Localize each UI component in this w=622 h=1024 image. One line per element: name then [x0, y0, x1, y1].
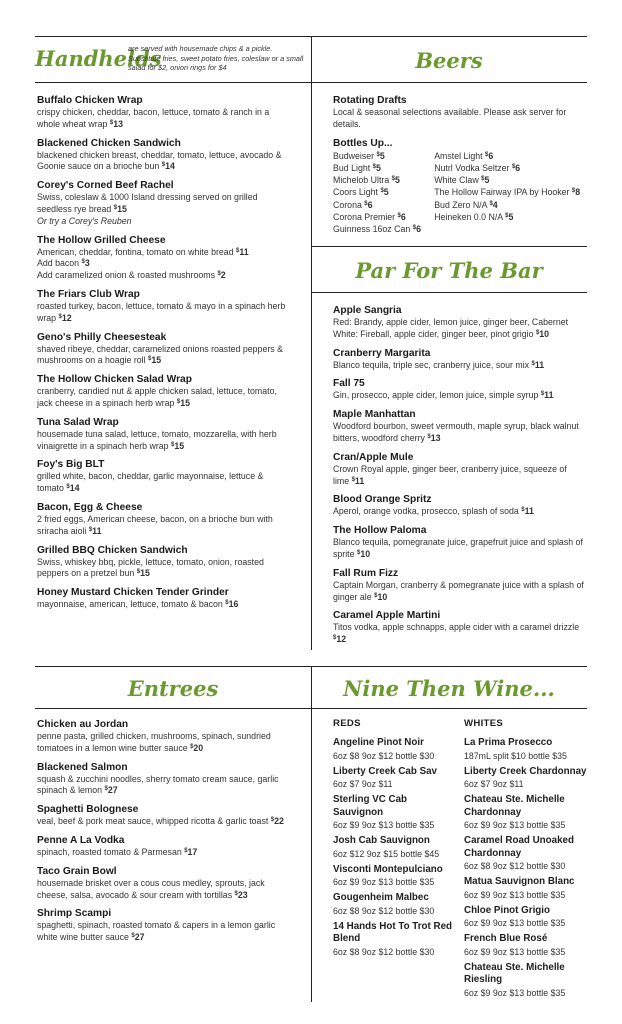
red-wine-price: 6oz $8 9oz $12 bottle $30 [333, 750, 435, 761]
bottle-item: Budweiser $5 [333, 150, 385, 161]
handhelds-intro: are served with housemade chips & a pickle. Substitute fries, sweet potato fries, coleslaw or a small salad for $2, onion rings for $4 [128, 44, 304, 73]
cocktail-item-name: Maple Manhattan [333, 409, 416, 421]
item-price: $11 [351, 475, 365, 486]
cocktail-item-desc: Blanco tequila, triple sec, cranberry juice, sour mix $11 [333, 359, 545, 370]
handheld-item-note: Or try a Corey's Reuben [37, 215, 132, 226]
handheld-item-name: Foy's Big BLT [37, 459, 105, 471]
red-wine-item [333, 835, 458, 860]
cocktail-item-name: The Hollow Paloma [333, 525, 427, 537]
item-price: $11 [540, 390, 554, 401]
cocktail-item-desc: Red: Brandy, apple cider, lemon juice, ginger beer, Cabernet White: Fireball, apple cider, ginger beer, pinot grigio $10 [333, 317, 569, 339]
handheld-item [37, 544, 289, 581]
handheld-item-desc: American, cheddar, fontina, tomato on white bread $11 [37, 246, 249, 257]
bottle-price: $5 [481, 175, 490, 186]
handheld-item [37, 94, 289, 131]
cocktail-item [333, 609, 585, 646]
red-wine-name: Sterling VC Cab Sauvignon [333, 794, 408, 818]
red-wine-price: 6oz $7 9oz $11 [333, 779, 393, 789]
handheld-item-desc: grilled white, bacon, cheddar, garlic mayonnaise, lettuce & tomato $14 [37, 471, 264, 494]
white-wine-item [464, 835, 592, 872]
item-price: $12 [333, 634, 347, 645]
bottle-price: $4 [489, 199, 498, 210]
handhelds-list [37, 94, 289, 617]
whites-list [464, 718, 592, 1003]
bottle-item: Michelob Ultra $5 [333, 175, 400, 186]
entree-item [37, 718, 289, 755]
bar-list [333, 304, 585, 652]
bottles-left-col [333, 150, 434, 236]
white-wine-name: Liberty Creek Chardonnay [464, 765, 587, 777]
red-wine-name: 14 Hands Hot To Trot Red Blend [333, 920, 453, 944]
red-wine-price: 6oz $12 9oz $15 bottle $45 [333, 848, 440, 859]
cocktail-item-name: Fall Rum Fizz [333, 567, 399, 579]
rule-handhelds-bottom [35, 82, 311, 83]
entree-item-desc: spinach, roasted tomato & Parmesan $17 [37, 846, 198, 857]
cocktail-item-desc: Crown Royal apple, ginger beer, cranberry juice, squeeze of lime $11 [333, 463, 567, 486]
cocktail-item-name: Apple Sangria [333, 305, 402, 316]
red-wine-name: Liberty Creek Cab Sav [333, 765, 438, 777]
item-price: $17 [184, 846, 198, 857]
reds-list [333, 718, 458, 962]
red-wine-item [333, 737, 458, 762]
handheld-item-name: Buffalo Chicken Wrap [37, 95, 143, 106]
entree-item-name: Penne A La Vodka [37, 834, 125, 846]
wine-title: Nine Then Wine... [343, 676, 555, 701]
beers-title: Beers [415, 48, 483, 73]
item-price: $12 [58, 312, 72, 323]
bottle-price: $6 [364, 199, 373, 210]
bottle-price: $5 [391, 175, 400, 186]
drafts-desc: Local & seasonal selections available. Please ask server for details. [333, 107, 567, 129]
handheld-item [37, 586, 289, 611]
bottle-price: $5 [380, 187, 389, 198]
item-price: $15 [176, 397, 190, 408]
rule-bottom-top [35, 666, 587, 667]
item-price: $10 [356, 548, 371, 559]
white-wine-price: 187mL split $10 bottle $35 [464, 750, 567, 761]
white-wine-item [464, 962, 592, 999]
entree-item [37, 803, 289, 828]
cocktail-item [333, 347, 585, 372]
handheld-item-desc: cranberry, candied nut & apple chicken salad, lettuce, tomato, jack cheese in a spinach herb wrap $15 [37, 386, 277, 408]
item-price: $20 [190, 742, 204, 753]
red-wine-name: Josh Cab Sauvignon [333, 835, 430, 846]
bottles-right-col [434, 150, 583, 236]
bottle-item: Amstel Light $6 [434, 150, 494, 161]
item-price: $14 [161, 161, 175, 172]
column-divider-bottom [311, 666, 312, 1002]
rule-bottom-bottom [35, 708, 587, 709]
item-price: $3 [81, 258, 90, 269]
white-wine-price: 6oz $8 9oz $12 bottle $30 [464, 861, 566, 871]
bottle-item: Corona $6 [333, 199, 373, 210]
item-price: $11 [88, 525, 102, 536]
entrees-list [37, 718, 289, 950]
item-price: $13 [109, 118, 123, 129]
white-wine-item [464, 794, 592, 831]
white-wine-price: 6oz $9 9oz $13 bottle $35 [464, 889, 566, 900]
cocktail-item-name: Blood Orange Spritz [333, 494, 432, 506]
red-wine-item [333, 921, 458, 958]
item-price: $22 [270, 816, 284, 827]
handheld-item [37, 288, 289, 325]
entree-item-desc: spaghetti, spinach, roasted tomato & capers in a lemon garlic white wine butter sauce $27 [37, 920, 276, 943]
white-wine-price: 6oz $9 9oz $13 bottle $35 [464, 987, 566, 998]
entree-item-name: Blackened Salmon [37, 761, 128, 773]
red-wine-price: 6oz $9 9oz $13 bottle $35 [333, 877, 435, 887]
handheld-item-name: Corey's Corned Beef Rachel [37, 180, 174, 192]
handheld-item [37, 416, 289, 453]
bottles [333, 137, 583, 236]
item-price: $14 [66, 483, 80, 494]
white-wine-price: 6oz $9 9oz $13 bottle $35 [464, 946, 566, 957]
entrees-title: Entrees [127, 676, 219, 701]
handheld-item-desc: blackened chicken breast, cheddar, tomato, lettuce, avocado & Goonie sauce on a brioche bun $14 [37, 149, 282, 172]
cocktail-item-desc: Gin, prosecco, apple cider, lemon juice, simple syrup $11 [333, 390, 554, 401]
entree-item [37, 907, 289, 944]
entree-item-desc: squash & zucchini noodles, sherry tomato cream sauce, garlic spinach & lemon $27 [37, 773, 279, 796]
handheld-item-addon: Add bacon $3 [37, 258, 90, 269]
red-wine-price: 6oz $8 9oz $12 bottle $30 [333, 946, 435, 957]
entree-item [37, 834, 289, 859]
cocktail-item-name: Cran/Apple Mule [333, 451, 414, 463]
red-wine-price: 6oz $8 9oz $12 bottle $30 [333, 905, 435, 916]
cocktail-item-desc: Titos vodka, apple schnapps, apple cider with a caramel drizzle $12 [333, 622, 580, 645]
item-price: $15 [171, 440, 185, 451]
white-wine-item [464, 737, 592, 762]
item-price: $11 [521, 506, 534, 517]
cocktail-item [333, 451, 585, 488]
white-wine-item [464, 766, 592, 791]
cocktail-item [333, 567, 585, 604]
white-wine-name: Matua Sauvignon Blanc [464, 876, 575, 887]
white-wine-name: La Prima Prosecco [464, 737, 553, 748]
white-wine-price: 6oz $9 9oz $13 bottle $35 [464, 918, 566, 928]
item-price: $27 [104, 785, 118, 796]
handheld-item-name: Geno's Philly Cheesesteak [37, 331, 167, 343]
item-price: $15 [136, 568, 150, 579]
rule-beers-top [311, 36, 587, 37]
cocktail-item-name: Cranberry Margarita [333, 347, 431, 359]
white-wine-item [464, 933, 592, 958]
item-price: $15 [148, 355, 162, 366]
bottle-price: $5 [505, 212, 514, 223]
handheld-item [37, 373, 289, 410]
handheld-item-desc: Swiss, coleslaw & 1000 Island dressing served on grilled seedless rye bread $15 [37, 192, 258, 214]
rule-bar-bottom [311, 292, 587, 293]
handheld-item-name: Honey Mustard Chicken Tender Grinder [37, 587, 229, 599]
handheld-item-name: Tuna Salad Wrap [37, 416, 119, 428]
item-price: $13 [427, 432, 441, 443]
bottle-item: Coors Light $5 [333, 187, 389, 198]
bottle-price: $8 [571, 187, 581, 198]
cocktail-item [333, 304, 585, 341]
entree-item-desc: housemade brisket over a cous cous medley, sprouts, jack cheese, salsa, avocado & sour cream with tortillas $23 [37, 877, 265, 900]
bottle-item: Bud Zero N/A $4 [434, 199, 498, 210]
cocktail-item-desc: Blanco tequila, pomegranate juice, grapefruit juice and splash of sprite $10 [333, 537, 583, 559]
cocktail-item [333, 524, 585, 561]
handheld-item-name: Grilled BBQ Chicken Sandwich [37, 544, 188, 556]
cocktail-item-desc: Woodford bourbon, sweet vermouth, maple syrup, black walnut bitters, woodford cherry $13 [333, 421, 579, 443]
bottle-item: Heineken 0.0 N/A $5 [434, 212, 514, 223]
white-wine-price: 6oz $7 9oz $11 [464, 779, 524, 789]
handheld-item-name: The Hollow Chicken Salad Wrap [37, 374, 192, 386]
bottles-name: Bottles Up... [333, 137, 393, 149]
bottle-price: $6 [412, 224, 421, 235]
item-price: $16 [225, 599, 239, 610]
item-price: $10 [374, 591, 388, 602]
cocktail-item [333, 377, 585, 402]
bottle-price: $6 [397, 212, 406, 223]
red-wine-price: 6oz $9 9oz $13 bottle $35 [333, 820, 435, 830]
entree-item [37, 761, 289, 798]
handheld-item-name: The Hollow Grilled Cheese [37, 234, 166, 246]
cocktail-item-name: Caramel Apple Martini [333, 610, 441, 622]
handheld-item-desc: crispy chicken, cheddar, bacon, lettuce, tomato & ranch in a whole wheat wrap $13 [37, 107, 270, 129]
red-wine-item [333, 766, 458, 791]
entree-item-desc: penne pasta, grilled chicken, mushrooms, spinach, sundried tomatoes in a lemon wine butter sauce $20 [37, 731, 271, 753]
handheld-item [37, 458, 289, 495]
handheld-item [37, 179, 289, 227]
white-wine-price: 6oz $9 9oz $13 bottle $35 [464, 820, 566, 830]
whites-heading: WHITES [464, 718, 504, 729]
bar-title: Par For The Bar [355, 258, 543, 283]
white-wine-name: French Blue Rosé [464, 933, 548, 944]
white-wine-item [464, 876, 592, 901]
handheld-item-desc: roasted turkey, bacon, lettuce, tomato & mayo in a spinach herb wrap $12 [37, 300, 286, 323]
red-wine-item [333, 794, 458, 831]
red-wine-name: Gougenheim Malbec [333, 892, 429, 903]
item-price: $2 [217, 270, 226, 281]
item-price: $23 [234, 889, 248, 900]
drafts-name: Rotating Drafts [333, 95, 407, 106]
handheld-item-desc: Swiss, whiskey bbq, pickle, lettuce, tomato, onion, roasted peppers on a pretzel bun $15 [37, 556, 264, 579]
handheld-item-name: Bacon, Egg & Cheese [37, 501, 143, 513]
handheld-item-desc: 2 fried eggs, American cheese, bacon, on a brioche bun with sriracha aioli $11 [37, 513, 273, 536]
cocktail-item [333, 493, 585, 518]
bottle-price: $5 [372, 162, 381, 173]
handhelds-title: Handhelds [35, 46, 162, 71]
red-wine-item [333, 864, 458, 889]
bottle-item: Nutrl Vodka Seltzer $6 [434, 162, 521, 173]
entree-item-name: Taco Grain Bowl [37, 865, 117, 877]
cocktail-item-desc: Aperol, orange vodka, prosecco, splash of soda $11 [333, 506, 534, 517]
handheld-item-name: The Friars Club Wrap [37, 288, 140, 300]
item-price: $10 [535, 328, 550, 339]
bottle-item: White Claw $5 [434, 175, 490, 186]
red-wine-item [333, 892, 458, 917]
entree-item-name: Chicken au Jordan [37, 719, 129, 730]
white-wine-name: Caramel Road Unoaked Chardonnay [464, 835, 574, 859]
handheld-item-name: Blackened Chicken Sandwich [37, 137, 181, 149]
handheld-item [37, 331, 289, 368]
red-wine-name: Visconti Montepulciano [333, 863, 443, 875]
handheld-item-desc: shaved ribeye, cheddar, caramelized onions roasted peppers & mushrooms on a hoagie roll $15 [37, 343, 283, 366]
cocktail-item-name: Fall 75 [333, 378, 365, 390]
bottle-item: Guinness 16oz Can $6 [333, 224, 421, 235]
bottle-item: Corona Premier $6 [333, 212, 406, 223]
rule-handhelds-top [35, 36, 311, 37]
handheld-item [37, 137, 289, 174]
handheld-item-desc: mayonnaise, american, lettuce, tomato & bacon $16 [37, 599, 239, 610]
handheld-item [37, 234, 289, 282]
rule-bar-top [311, 246, 587, 247]
handheld-item [37, 501, 289, 538]
cocktail-item-desc: Captain Morgan, cranberry & pomegranate juice with a splash of ginger ale $10 [333, 579, 584, 602]
handheld-item-addon: Add caramelized onion & roasted mushrooms $2 [37, 270, 226, 281]
handheld-item-desc: housemade tuna salad, lettuce, tomato, mozzarella, with herb vinaigrette in a spinach herb wrap $15 [37, 428, 277, 451]
beers-list [333, 94, 583, 242]
item-price: $11 [236, 246, 249, 257]
bottle-price: $6 [485, 150, 494, 161]
entree-item-name: Spaghetti Bolognese [37, 804, 139, 816]
entree-item-name: Shrimp Scampi [37, 908, 112, 920]
entree-item [37, 865, 289, 902]
item-price: $11 [531, 359, 545, 370]
bottle-price: $6 [511, 162, 521, 173]
rotating-drafts [333, 94, 583, 131]
entree-item-desc: veal, beef & pork meat sauce, whipped ricotta & garlic toast $22 [37, 816, 284, 827]
bottle-item: Bud Light $5 [333, 162, 381, 173]
white-wine-item [464, 905, 592, 930]
red-wine-name: Angeline Pinot Noir [333, 737, 424, 748]
cocktail-item [333, 408, 585, 445]
bottle-price: $5 [376, 150, 385, 161]
white-wine-name: Chloe Pinot Grigio [464, 904, 550, 916]
white-wine-name: Chateau Ste. Michelle Chardonnay [464, 794, 565, 818]
item-price: $15 [113, 203, 127, 214]
item-price: $27 [131, 932, 145, 943]
bottle-item: The Hollow Fairway IPA by Hooker $8 [434, 187, 581, 198]
reds-heading: REDS [333, 718, 361, 729]
column-divider-top [311, 36, 312, 650]
rule-beers-bottom [311, 82, 587, 83]
white-wine-name: Chateau Ste. Michelle Riesling [464, 961, 565, 985]
